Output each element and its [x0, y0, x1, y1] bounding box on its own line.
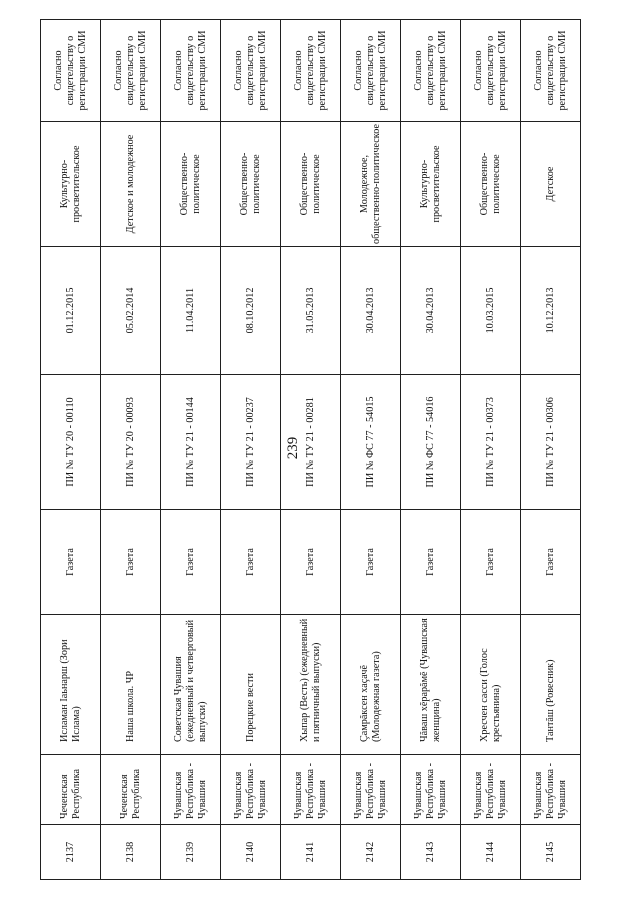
publication-title-cell: Наша школа. ЧР: [101, 615, 161, 755]
region-cell: Чувашская Республика - Чувашия: [461, 755, 521, 825]
specialization-cell: Культурно-просветительское: [41, 122, 101, 247]
region-cell: Чувашская Республика - Чувашия: [521, 755, 581, 825]
basis-cell: Согласно свидетельству о регистрации СМИ: [461, 20, 521, 122]
region-cell: Чеченская Республика: [101, 755, 161, 825]
registration-number-cell: ПИ № ТУ 21 - 00237: [221, 375, 281, 510]
basis-cell: Согласно свидетельству о регистрации СМИ: [401, 20, 461, 122]
table-row: [101, 20, 161, 880]
row-number-cell: 2139: [161, 825, 221, 880]
row-number-cell: 2145: [521, 825, 581, 880]
distribution-form-cell: Газета: [161, 510, 221, 615]
rotated-registry-sheet: [40, 20, 580, 880]
registration-number-cell: ПИ № ТУ 21 - 00281: [281, 375, 341, 510]
specialization-cell: Детское: [521, 122, 581, 247]
distribution-form-cell: Газета: [221, 510, 281, 615]
registration-number-cell: ПИ № ТУ 21 - 00306: [521, 375, 581, 510]
registration-date-cell: 30.04.2013: [401, 247, 461, 375]
registration-number-cell: ПИ № ТУ 21 - 00373: [461, 375, 521, 510]
registration-number-cell: ПИ № ФС 77 - 54015: [341, 375, 401, 510]
row-number-cell: 2137: [41, 825, 101, 880]
publication-title-cell: Тантăш (Ровесник): [521, 615, 581, 755]
row-number-cell: 2138: [101, 825, 161, 880]
distribution-form-cell: Газета: [101, 510, 161, 615]
region-cell: Чувашская Республика - Чувашия: [281, 755, 341, 825]
registration-date-cell: 11.04.2011: [161, 247, 221, 375]
basis-cell: Согласно свидетельству о регистрации СМИ: [521, 20, 581, 122]
table-row: [401, 20, 461, 880]
basis-cell: Согласно свидетельству о регистрации СМИ: [281, 20, 341, 122]
table-row: [341, 20, 401, 880]
basis-cell: Согласно свидетельству о регистрации СМИ: [161, 20, 221, 122]
region-cell: Чувашская Республика - Чувашия: [161, 755, 221, 825]
distribution-form-cell: Газета: [281, 510, 341, 615]
row-number-cell: 2143: [401, 825, 461, 880]
publication-title-cell: Хыпар (Весть) (ежедневный и пятничный выпуски): [281, 615, 341, 755]
row-number-cell: 2144: [461, 825, 521, 880]
registration-date-cell: 01.12.2015: [41, 247, 101, 375]
region-cell: Чувашская Республика - Чувашия: [221, 755, 281, 825]
row-number-cell: 2142: [341, 825, 401, 880]
table-row: [161, 20, 221, 880]
registration-date-cell: 30.04.2013: [341, 247, 401, 375]
region-cell: Чувашская Республика - Чувашия: [401, 755, 461, 825]
basis-cell: Согласно свидетельству о регистрации СМИ: [41, 20, 101, 122]
distribution-form-cell: Газета: [41, 510, 101, 615]
media-registry-table-body: [41, 20, 581, 880]
registration-number-cell: ПИ № ТУ 20 - 00110: [41, 375, 101, 510]
specialization-cell: Общественно-политическое: [161, 122, 221, 247]
basis-cell: Согласно свидетельству о регистрации СМИ: [221, 20, 281, 122]
row-number-cell: 2140: [221, 825, 281, 880]
distribution-form-cell: Газета: [521, 510, 581, 615]
media-registry-table: [40, 19, 581, 880]
registration-date-cell: 08.10.2012: [221, 247, 281, 375]
specialization-cell: Общественно-политическое: [221, 122, 281, 247]
table-row: [461, 20, 521, 880]
region-cell: Чеченская Республика: [41, 755, 101, 825]
table-row: [41, 20, 101, 880]
publication-title-cell: Çамрăксен хаçачĕ (Молодежная газета): [341, 615, 401, 755]
specialization-cell: Детское и молодежное: [101, 122, 161, 247]
page-number: 239: [285, 436, 301, 460]
registration-date-cell: 10.12.2013: [521, 247, 581, 375]
distribution-form-cell: Газета: [461, 510, 521, 615]
row-number-cell: 2141: [281, 825, 341, 880]
distribution-form-cell: Газета: [401, 510, 461, 615]
specialization-cell: Молодежное, общественно-политическое: [341, 122, 401, 247]
specialization-cell: Культурно-просветительское: [401, 122, 461, 247]
registration-date-cell: 31.05.2013: [281, 247, 341, 375]
registration-number-cell: ПИ № ТУ 20 - 00093: [101, 375, 161, 510]
registration-date-cell: 10.03.2015: [461, 247, 521, 375]
publication-title-cell: Порецкие вести: [221, 615, 281, 755]
specialization-cell: Общественно-политическое: [461, 122, 521, 247]
basis-cell: Согласно свидетельству о регистрации СМИ: [101, 20, 161, 122]
basis-cell: Согласно свидетельству о регистрации СМИ: [341, 20, 401, 122]
table-row: [221, 20, 281, 880]
distribution-form-cell: Газета: [341, 510, 401, 615]
publication-title-cell: Советская Чувашия (ежедневный и четверговый выпуски): [161, 615, 221, 755]
table-row: [281, 20, 341, 880]
region-cell: Чувашская Республика - Чувашия: [341, 755, 401, 825]
registration-number-cell: ПИ № ТУ 21 - 00144: [161, 375, 221, 510]
table-row: [521, 20, 581, 880]
specialization-cell: Общественно-политическое: [281, 122, 341, 247]
publication-title-cell: Хресчен сасси (Голос крестьянина): [461, 615, 521, 755]
registration-number-cell: ПИ № ФС 77 - 54016: [401, 375, 461, 510]
publication-title-cell: Чăваш хĕрарăмĕ (Чувашская женщина): [401, 615, 461, 755]
registration-date-cell: 05.02.2014: [101, 247, 161, 375]
publication-title-cell: Исламан Іаьнарш (Зори Ислама): [41, 615, 101, 755]
